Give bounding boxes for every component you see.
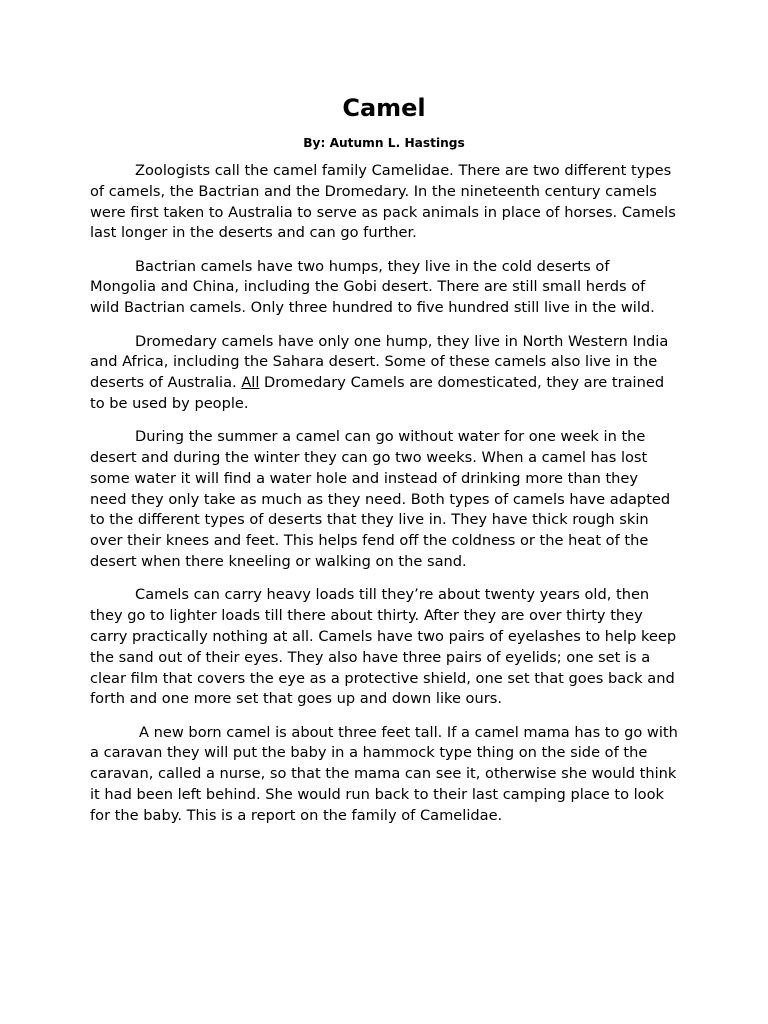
paragraph-newborn-camel: A new born camel is about three feet tall. If a camel mama has to go with a caravan they will put the baby in a hammock type thing on the side of the caravan, called a nurse, so that the mama can see it, otherwise she would think it had been left behind. She would run back to their last camping place to look for the baby. This is a report on the family of Camelidae. [90,723,678,824]
paragraph-water-adaptation: During the summer a camel can go without water for one week in the desert and during the winter they can go two weeks. When a camel has lost some water it will find a water hole and instead of drinking more than they need they only take as much as they need. Both types of camels have adapted to the different types of deserts that they live in. They have thick rough skin over their knees and feet. This helps fend off the coldness or the heat of the desert when there kneeling or walking on the sand. [90,428,671,571]
paragraph-dromedary [90,332,678,415]
paragraph-bactrian: Bactrian camels have two humps, they live in the cold deserts of Mongolia and China, including the Gobi desert. There are still small herds of wild Bactrian camels. Only three hundred to five hundred still live in the wild. [90,257,655,317]
paragraph-dromedary-text-end: Dromedary Camels are domesticated, they are trained to be used by people. [90,374,665,412]
paragraph-camel-family: Zoologists call the camel family Camelidae. There are two different types of camels, the Bactrian and the Dromedary. In the nineteenth century camels were first taken to Australia to serve as pack animals in place of horses. Camels last longer in the deserts and can go further. [90,162,676,242]
paragraph-loads-eyelashes: Camels can carry heavy loads till they’re about twenty years old, then they go to lighter loads till there about thirty. After they are over thirty they carry practically nothing at all. Camels have two pairs of eyelashes to help keep the sand out of their eyes. They also have three pairs of eyelids; one set is a clear film that covers the eye as a protective shield, one set that goes back and forth and one more set that goes up and down like ours. [90,586,677,708]
underlined-word-all: All [241,374,260,392]
author-byline: By: Autumn L. Hastings [303,136,465,150]
paragraph-dromedary-text-start: Dromedary camels have only one hump, they live in North Western India and Africa, including the Sahara desert. Some of these camels also live in the deserts of Australia. [90,332,669,392]
document-title: Camel [342,94,426,122]
